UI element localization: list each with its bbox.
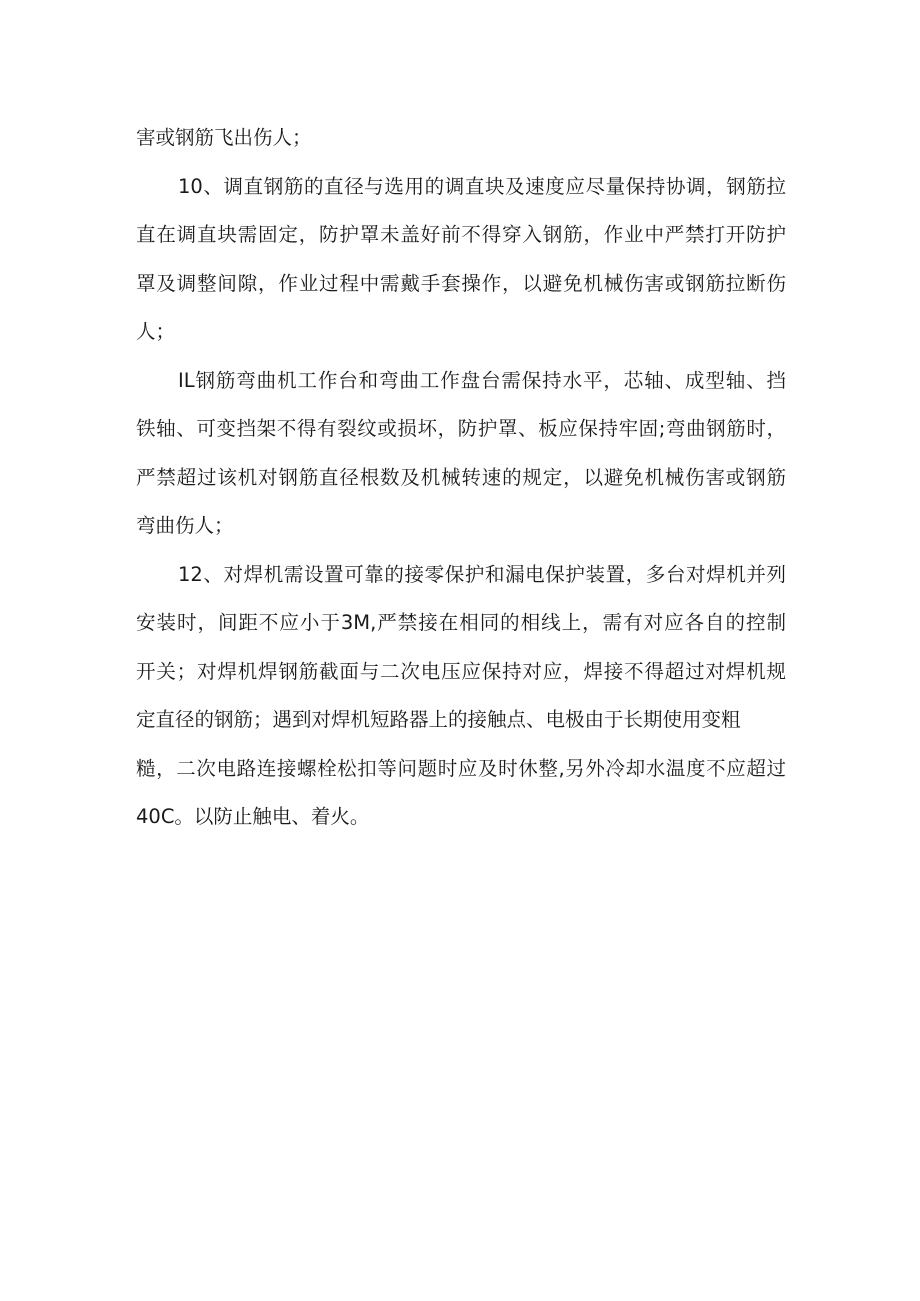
text-line: IL钢筋弯曲机工作台和弯曲工作盘台需保持水平，芯轴、成型轴、挡 (178, 368, 786, 392)
text-line: 安装时，间距不应小于3M,严禁接在相同的相线上，需有对应各自的控制 (136, 611, 786, 634)
text-line: 糙，二次电路连接螺栓松扣等问题时应及时休整,另外冷却水温度不应超过 (136, 756, 786, 780)
text-line: 弯曲伤人； (136, 514, 234, 537)
text-line: 开关；对焊机焊钢筋截面与二次电压应保持对应，焊接不得超过对焊机规 (136, 659, 786, 683)
text-line: 40C。以防止触电、着火。 (136, 805, 370, 828)
text-line: 铁轴、可变挡架不得有裂纹或损坏，防护罩、板应保持牢固;弯曲钢筋时， (136, 417, 786, 440)
text-line: 害或钢筋飞出伤人； (136, 126, 312, 149)
document-body (136, 114, 786, 842)
paragraph-item-11 (136, 357, 786, 551)
text-line: 直在调直块需固定，防护罩未盖好前不得穿入钢筋，作业中严禁打开防护 (136, 223, 786, 246)
text-line: 人； (136, 320, 176, 343)
paragraph-item-10 (136, 163, 786, 357)
text-line: 定直径的钢筋；遇到对焊机短路器上的接触点、电极由于长期使用变粗 (136, 708, 741, 731)
text-line: 10、调直钢筋的直径与选用的调直块及速度应尽量保持协调，钢筋拉 (178, 174, 786, 198)
text-line: 12、对焊机需设置可靠的接零保护和漏电保护装置，多台对焊机并列 (178, 562, 786, 586)
paragraph-item-12 (136, 551, 786, 842)
paragraph-continuation (136, 114, 786, 163)
text-line: 严禁超过该机对钢筋直径根数及机械转速的规定，以避免机械伤害或钢筋 (136, 465, 786, 489)
text-line: 罩及调整间隙，作业过程中需戴手套操作，以避免机械伤害或钢筋拉断伤 (136, 271, 786, 295)
